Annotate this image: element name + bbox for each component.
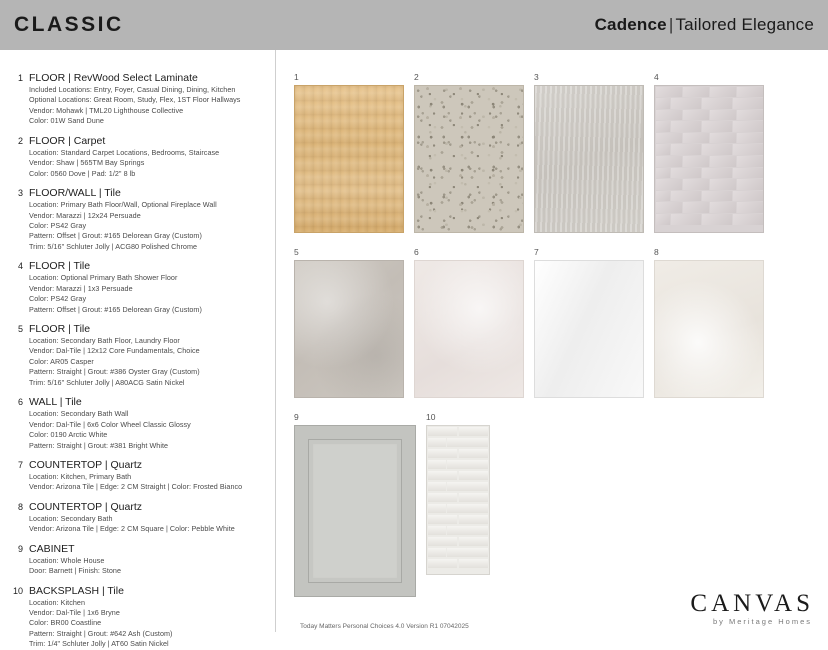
sample-row-1 bbox=[294, 72, 816, 233]
sample-label: 9 bbox=[294, 412, 299, 422]
spec-title: WALL | Tile bbox=[29, 396, 82, 409]
swatch-quartz-frosted-bianco bbox=[534, 260, 644, 398]
spec-item-1 bbox=[6, 72, 265, 127]
spec-item-8 bbox=[6, 501, 265, 535]
spec-line: Location: Whole House bbox=[29, 555, 105, 565]
sample-board bbox=[276, 50, 828, 632]
spec-line: Location: Optional Primary Bath Shower Floor bbox=[29, 273, 178, 283]
sample-1 bbox=[294, 72, 404, 233]
spec-line: Location: Secondary Bath bbox=[29, 513, 113, 523]
spec-number: 9 bbox=[17, 543, 23, 554]
sample-label: 8 bbox=[654, 247, 659, 257]
spec-line: Included Locations: Entry, Foyer, Casual Dining, Dining, Kitchen bbox=[29, 85, 236, 94]
sample-4 bbox=[654, 72, 764, 233]
spec-line: Location: Kitchen bbox=[29, 597, 85, 607]
sample-2 bbox=[414, 72, 524, 233]
swatch-carpet bbox=[414, 85, 524, 233]
spec-number: 4 bbox=[17, 261, 23, 272]
spec-line: Pattern: Offset | Grout: #165 Delorean Gray (Custom) bbox=[29, 304, 202, 314]
sample-8 bbox=[654, 247, 764, 398]
spec-item-10 bbox=[6, 585, 265, 650]
brand-separator: | bbox=[668, 15, 674, 34]
swatch-cabinet-door bbox=[294, 425, 416, 597]
swatch-quartz-pebble-white bbox=[654, 260, 764, 398]
swatch-wall-tile-arctic-white bbox=[414, 260, 524, 398]
collection-title: CLASSIC bbox=[14, 13, 124, 36]
document-footnote: Today Matters Personal Choices 4.0 Version R1 07042025 bbox=[300, 623, 469, 630]
spec-line: Vendor: Dal-Tile | 6x6 Color Wheel Classic Glossy bbox=[29, 419, 191, 429]
spec-line: Color: PS42 Gray bbox=[29, 220, 87, 230]
spec-line: Pattern: Offset | Grout: #165 Delorean Gray (Custom) bbox=[29, 231, 202, 241]
sample-3 bbox=[534, 72, 644, 233]
spec-line: Pattern: Straight | Grout: #642 Ash (Custom) bbox=[29, 628, 173, 638]
spec-line: Color: AR05 Casper bbox=[29, 356, 94, 366]
sample-label: 1 bbox=[294, 72, 299, 82]
swatch-tile-casper bbox=[294, 260, 404, 398]
spec-title: CABINET bbox=[29, 542, 75, 555]
spec-number: 8 bbox=[17, 501, 23, 512]
spec-line: Location: Kitchen, Primary Bath bbox=[29, 471, 132, 481]
spec-line: Location: Secondary Bath Floor, Laundry Floor bbox=[29, 336, 180, 345]
spec-item-3 bbox=[6, 187, 265, 252]
spec-line: Location: Secondary Bath Wall bbox=[29, 409, 129, 419]
spec-item-2 bbox=[6, 135, 265, 179]
spec-line: Vendor: Arizona Tile | Edge: 2 CM Straight | Color: Frosted Bianco bbox=[29, 482, 243, 492]
sample-10 bbox=[426, 412, 488, 597]
sample-row-2 bbox=[294, 247, 816, 398]
brand-tagline: Tailored Elegance bbox=[675, 15, 814, 34]
spec-title: COUNTERTOP | Quartz bbox=[29, 458, 143, 471]
spec-line: Location: Standard Carpet Locations, Bedrooms, Staircase bbox=[29, 147, 220, 157]
swatch-tile-persuade-gray bbox=[534, 85, 644, 233]
spec-line: Color: PS42 Gray bbox=[29, 294, 87, 304]
sample-label: 10 bbox=[426, 412, 436, 422]
sample-7 bbox=[534, 247, 644, 398]
brand-title bbox=[595, 15, 814, 35]
spec-line: Vendor: Marazzi | 1x3 Persuade bbox=[29, 283, 133, 293]
spec-item-9 bbox=[6, 543, 265, 577]
sample-label: 4 bbox=[654, 72, 659, 82]
swatch-mosaic-persuade bbox=[654, 85, 764, 233]
spec-line: Pattern: Straight | Grout: #381 Bright White bbox=[29, 440, 169, 450]
spec-line: Color: 0190 Arctic White bbox=[29, 430, 108, 440]
spec-line: Pattern: Straight | Grout: #386 Oyster Gray (Custom) bbox=[29, 367, 200, 377]
logo-wordmark: CANVAS bbox=[690, 590, 814, 617]
sample-label: 2 bbox=[414, 72, 419, 82]
spec-title: FLOOR | Carpet bbox=[29, 134, 106, 147]
spec-number: 6 bbox=[17, 397, 23, 408]
spec-item-4 bbox=[6, 260, 265, 315]
spec-line: Vendor: Mohawk | TML20 Lighthouse Collective bbox=[29, 105, 184, 115]
spec-line: Location: Primary Bath Floor/Wall, Optional Fireplace Wall bbox=[29, 200, 217, 210]
spec-number: 1 bbox=[17, 73, 23, 83]
sample-label: 3 bbox=[534, 72, 539, 82]
spec-title: COUNTERTOP | Quartz bbox=[29, 500, 143, 513]
spec-line: Trim: 5/16" Schluter Jolly | A80ACG Satin Nickel bbox=[29, 377, 185, 387]
sample-label: 6 bbox=[414, 247, 419, 257]
specification-list bbox=[0, 50, 276, 649]
spec-line: Trim: 5/16" Schluter Jolly | ACG80 Polished Chrome bbox=[29, 241, 198, 251]
canvas-logo bbox=[690, 591, 814, 626]
spec-number: 3 bbox=[17, 188, 23, 199]
logo-subtitle: by Meritage Homes bbox=[712, 617, 812, 626]
spec-title: FLOOR | Tile bbox=[29, 260, 91, 273]
spec-title: FLOOR/WALL | Tile bbox=[29, 187, 121, 200]
swatch-backsplash-tile bbox=[426, 425, 490, 575]
spec-number: 5 bbox=[17, 324, 23, 334]
spec-item-6 bbox=[6, 396, 265, 451]
spec-title: BACKSPLASH | Tile bbox=[29, 584, 124, 597]
sample-9 bbox=[294, 412, 416, 597]
sample-5 bbox=[294, 247, 404, 398]
brand-name: Cadence bbox=[594, 15, 667, 34]
page-content bbox=[0, 50, 828, 649]
spec-line: Vendor: Dal-Tile | 1x6 Bryne bbox=[29, 608, 120, 617]
spec-line: Trim: 1/4" Schluter Jolly | AT60 Satin Nickel bbox=[29, 639, 169, 649]
spec-line: Vendor: Dal-Tile | 12x12 Core Fundamentals, Choice bbox=[29, 346, 200, 356]
spec-line: Vendor: Marazzi | 12x24 Persuade bbox=[29, 210, 141, 220]
spec-number: 2 bbox=[17, 135, 23, 146]
spec-line: Color: 01W Sand Dune bbox=[29, 116, 104, 126]
spec-number: 10 bbox=[12, 585, 23, 596]
spec-line: Vendor: Arizona Tile | Edge: 2 CM Square | Color: Pebble White bbox=[29, 524, 235, 534]
spec-line: Door: Barnett | Finish: Stone bbox=[29, 566, 122, 576]
spec-title: FLOOR | RevWood Select Laminate bbox=[29, 72, 198, 84]
swatch-wood-laminate bbox=[294, 85, 404, 233]
sample-row-3 bbox=[294, 412, 816, 597]
spec-number: 7 bbox=[17, 459, 23, 470]
sample-6 bbox=[414, 247, 524, 398]
spec-line: Optional Locations: Great Room, Study, Flex, 1ST Floor Hallways bbox=[29, 95, 241, 105]
page-header bbox=[0, 0, 828, 50]
sample-label: 7 bbox=[534, 247, 539, 257]
spec-line: Vendor: Shaw | 565TM Bay Springs bbox=[29, 158, 145, 168]
sample-label: 5 bbox=[294, 247, 299, 257]
spec-line: Color: 0560 Dove | Pad: 1/2" 8 lb bbox=[29, 168, 136, 178]
spec-title: FLOOR | Tile bbox=[29, 323, 91, 335]
spec-item-7 bbox=[6, 459, 265, 493]
spec-line: Color: BR00 Coastline bbox=[29, 618, 102, 628]
spec-item-5 bbox=[6, 323, 265, 388]
